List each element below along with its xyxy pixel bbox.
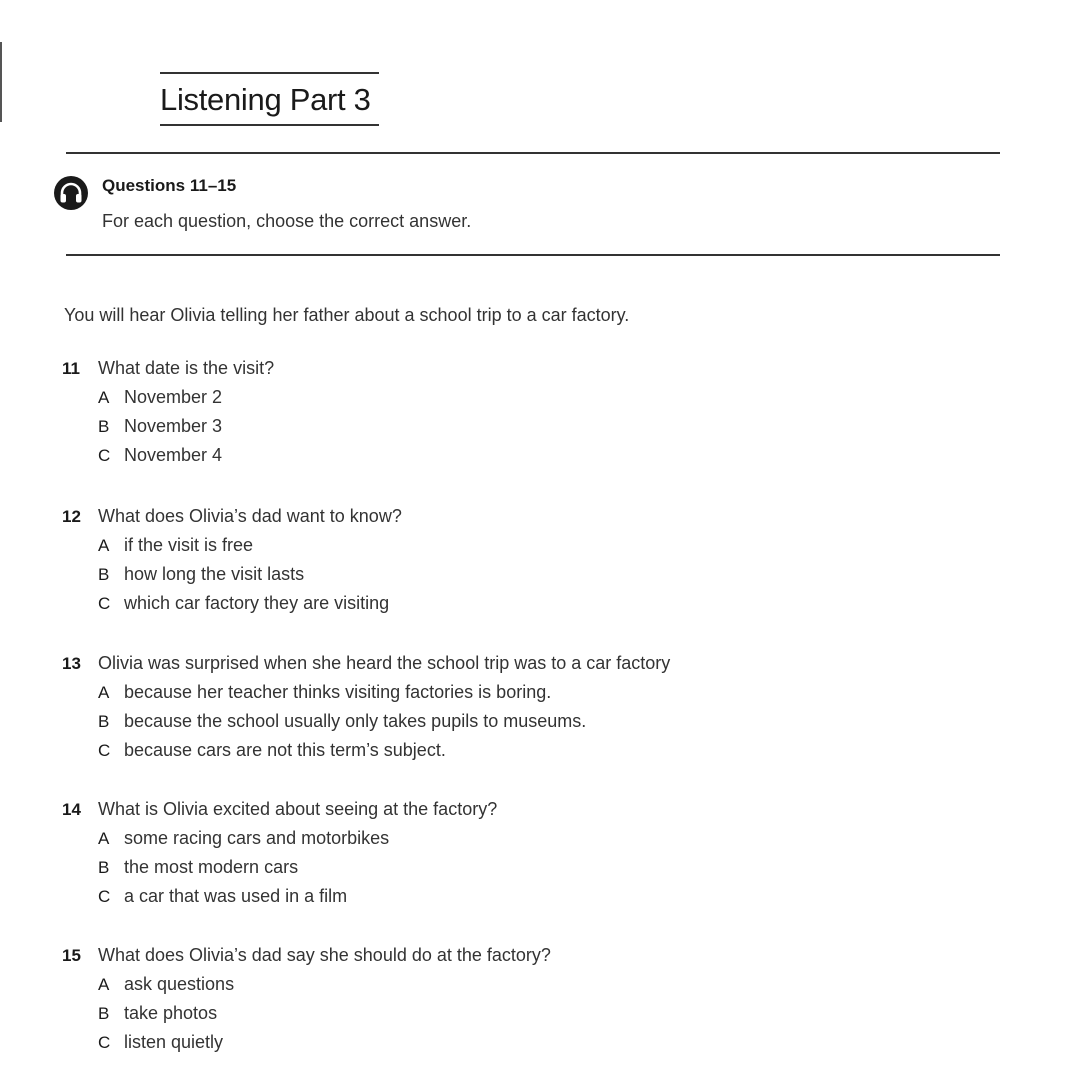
- option-text: which car factory they are visiting: [124, 593, 390, 613]
- option-text: take photos: [124, 1003, 218, 1023]
- question-line: [62, 358, 1042, 387]
- question-text: What does Olivia’s dad want to know?: [98, 506, 402, 526]
- answer-option-a: [62, 535, 1042, 564]
- option-text: listen quietly: [124, 1032, 224, 1052]
- option-letter: A: [98, 975, 110, 994]
- answer-option-a: [62, 828, 1042, 857]
- option-letter: B: [98, 1004, 110, 1023]
- question-number: 13: [62, 654, 81, 673]
- question-text: What date is the visit?: [98, 358, 275, 378]
- question-line: [62, 653, 1042, 682]
- answer-option-b: [62, 711, 1042, 740]
- question-15: [62, 945, 1042, 1061]
- option-text: because the school usually only takes pupils to museums.: [124, 711, 587, 731]
- option-letter: A: [98, 829, 110, 848]
- option-text: some racing cars and motorbikes: [124, 828, 390, 848]
- intro-text: You will hear Olivia telling her father about a school trip to a car factory.: [64, 305, 630, 325]
- option-text: November 2: [124, 387, 223, 407]
- question-number: 14: [62, 800, 81, 819]
- page-title: Listening Part 3: [160, 82, 371, 117]
- questions-heading: Questions 11–15: [102, 176, 237, 195]
- option-letter: C: [98, 741, 111, 760]
- question-line: [62, 799, 1042, 828]
- option-text: how long the visit lasts: [124, 564, 305, 584]
- answer-option-c: [62, 445, 1042, 474]
- question-13: [62, 653, 1042, 769]
- option-text: because cars are not this term’s subject.: [124, 740, 446, 760]
- option-letter: B: [98, 417, 110, 436]
- question-line: [62, 945, 1042, 974]
- question-11: [62, 358, 1042, 474]
- answer-option-b: [62, 416, 1042, 445]
- question-text: Olivia was surprised when she heard the school trip was to a car factory: [98, 653, 671, 673]
- option-letter: C: [98, 1033, 111, 1052]
- option-letter: C: [98, 887, 111, 906]
- answer-option-c: [62, 886, 1042, 915]
- instruction-text: For each question, choose the correct answer.: [102, 211, 472, 231]
- question-line: [62, 506, 1042, 535]
- answer-option-c: [62, 1032, 1042, 1061]
- option-text: November 4: [124, 445, 223, 465]
- question-14: [62, 799, 1042, 915]
- option-text: the most modern cars: [124, 857, 299, 877]
- section-bottom-divider: [66, 254, 1000, 256]
- option-text: a car that was used in a film: [124, 886, 348, 906]
- question-12: [62, 506, 1042, 622]
- question-text: What is Olivia excited about seeing at the factory?: [98, 799, 498, 819]
- answer-option-b: [62, 564, 1042, 593]
- answer-option-a: [62, 974, 1042, 1003]
- option-letter: B: [98, 712, 110, 731]
- answer-option-a: [62, 682, 1042, 711]
- option-text: if the visit is free: [124, 535, 254, 555]
- option-letter: A: [98, 536, 110, 555]
- option-text: November 3: [124, 416, 223, 436]
- question-number: 15: [62, 946, 81, 965]
- option-letter: C: [98, 446, 111, 465]
- answer-option-b: [62, 857, 1042, 886]
- page-edge-mark: [0, 42, 2, 122]
- option-letter: A: [98, 388, 110, 407]
- question-number: 11: [62, 359, 80, 378]
- section-top-divider: [66, 152, 1000, 154]
- option-letter: C: [98, 594, 111, 613]
- question-number: 12: [62, 507, 81, 526]
- headphones-icon: [54, 176, 88, 210]
- title-block: [160, 72, 379, 126]
- option-text: ask questions: [124, 974, 235, 994]
- answer-option-b: [62, 1003, 1042, 1032]
- question-text: What does Olivia’s dad say she should do at the factory?: [98, 945, 551, 965]
- option-text: because her teacher thinks visiting factories is boring.: [124, 682, 552, 702]
- answer-option-c: [62, 593, 1042, 622]
- answer-option-a: [62, 387, 1042, 416]
- option-letter: B: [98, 565, 110, 584]
- option-letter: B: [98, 858, 110, 877]
- answer-option-c: [62, 740, 1042, 769]
- option-letter: A: [98, 683, 110, 702]
- title-bottom-rule: [160, 124, 379, 126]
